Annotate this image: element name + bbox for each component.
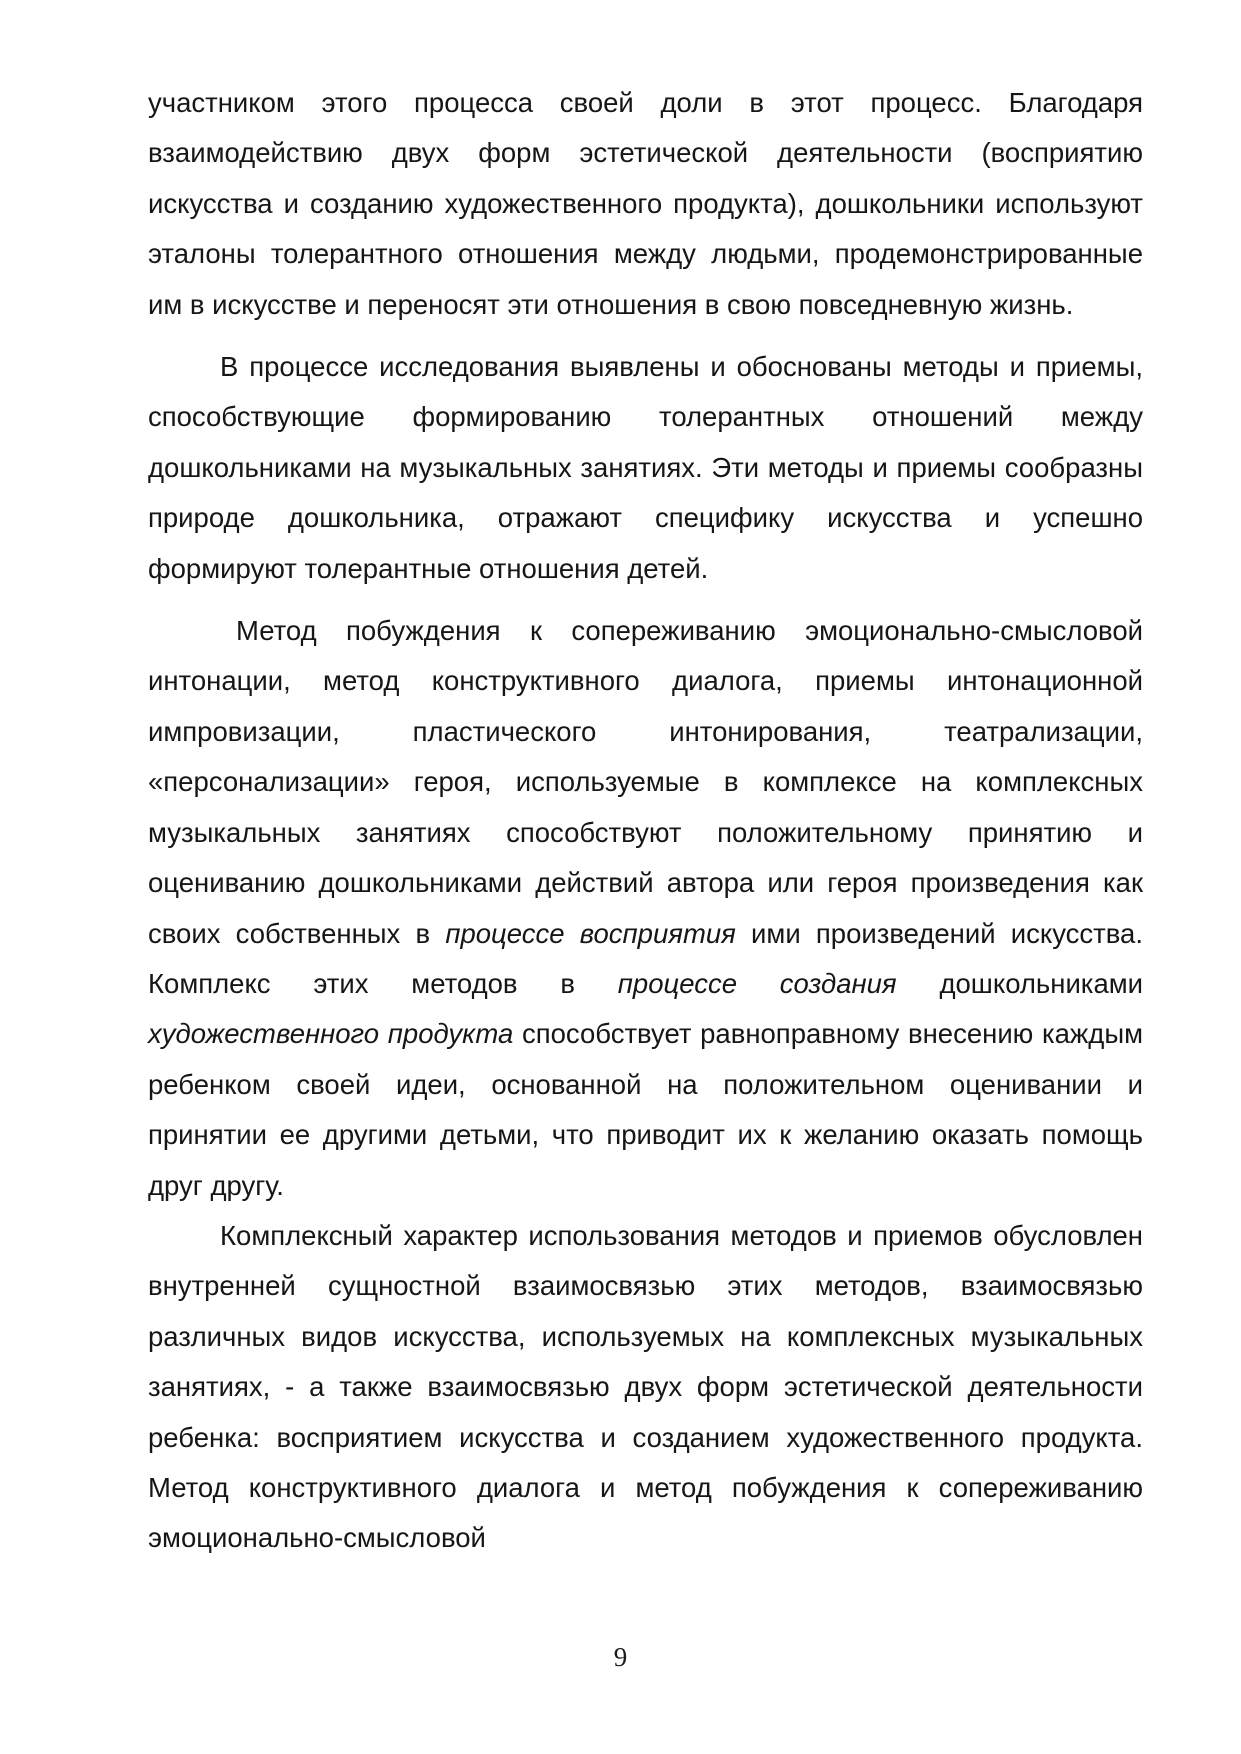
paragraph-3-text-3: дошкольниками — [896, 967, 1144, 999]
paragraph-3-italic-3: художественного продукта — [148, 1018, 514, 1050]
paragraph-3-italic-2: процессе создания — [617, 967, 897, 999]
paragraph-4: Комплексный характер использования методов и приемов обусловлен внутренней сущностной взаимосвязью этих методов, взаимосвязью различных видов искусства, используемых на комплексных музыкальных занятиях, - а также взаимосвязью двух форм эстетической деятельности ребенка: восприятием искусства и созданием художественного продукта. Метод конструктивного диалога и метод побуждения к сопереживанию эмоционально-смысловой — [148, 1219, 1143, 1554]
paragraph-3-text-2: ими произведений искусства. Комплекс этих методов в — [148, 917, 1143, 999]
paragraph-1: участником этого процесса своей доли в этот процесс. Благодаря взаимодействию двух форм эстетической деятельности (восприятию искусства и созданию художественного продукта), дошкольники используют эталоны толерантного отношения между людьми, продемонстрированные им в искусстве и переносят эти отношения в свою повседневную жизнь. — [148, 87, 1143, 320]
body-text — [148, 78, 1143, 1564]
page-number: 9 — [613, 1642, 628, 1672]
paragraph-3 — [148, 606, 1143, 1211]
paragraph-2: В процессе исследования выявлены и обоснованы методы и приемы, способствующие формированию толерантных отношений между дошкольниками на музыкальных занятиях. Эти методы и приемы сообразны природе дошкольника, отражают специфику искусства и успешно формируют толерантные отношения детей. — [148, 351, 1143, 584]
paragraph-3-text-1: Метод побуждения к сопереживанию эмоционально-смысловой интонации, метод конструктивного диалога, приемы интонационной импровизации, пластического интонирования, театрализации, «персонализации» героя, используемые в комплексе на комплексных музыкальных занятиях способствуют положительному принятию и оцениванию дошкольниками действий автора или героя произведения как своих собственных в — [148, 615, 1143, 949]
paragraph-3-italic-1: процессе восприятия — [445, 917, 736, 949]
paragraph-3-text-4: способствует равноправному внесению каждым ребенком своей идеи, основанной на положительном оценивании и принятии ее другими детьми, что приводит их к желанию оказать помощь друг другу. — [148, 1018, 1143, 1201]
